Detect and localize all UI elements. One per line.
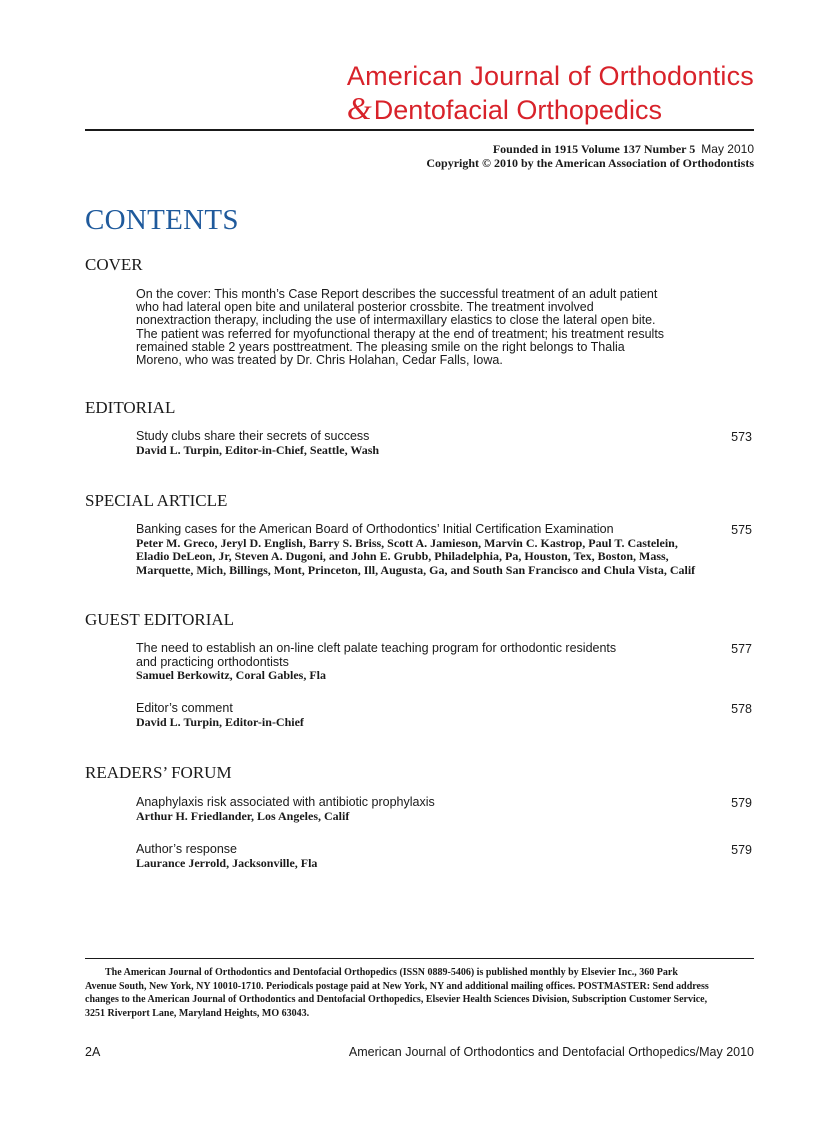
section-heading-guest-editorial: GUEST EDITORIAL (85, 610, 235, 629)
entry-authors: Samuel Berkowitz, Coral Gables, Fla (136, 668, 326, 682)
footnote-line: The American Journal of Orthodontics and Dentofacial Orthopedics (ISSN 0889-5406) is published monthly by Elsevier Inc., 360 Park (105, 967, 678, 978)
toc-entry[interactable] (136, 796, 754, 823)
toc-entry[interactable] (136, 702, 754, 729)
entry-title-line[interactable]: and practicing orthodontists (136, 654, 289, 669)
cover-description (136, 288, 696, 367)
masthead-ampersand: & (346, 90, 372, 126)
cover-line: remained stable 2 years posttreatment. The pleasing smile on the right belongs to Thalia (136, 339, 625, 354)
entry-title[interactable]: Study clubs share their secrets of success (136, 429, 370, 443)
toc-entry[interactable] (136, 523, 754, 577)
section-heading-special-article: SPECIAL ARTICLE (85, 491, 228, 510)
entry-page-number: 579 (731, 796, 752, 810)
entry-page-number: 573 (731, 430, 752, 444)
masthead-line-2 (347, 92, 754, 126)
issue-founded: Founded in 1915 Volume 137 Number 5 (492, 142, 696, 156)
section-heading-editorial: EDITORIAL (85, 398, 176, 417)
contents-title: CONTENTS (85, 204, 239, 236)
masthead-line-2-text: Dentofacial Orthopedics (373, 95, 662, 125)
entry-authors: Arthur H. Friedlander, Los Angeles, Calif (136, 808, 350, 823)
entry-authors: Laurance Jerrold, Jacksonville, Fla (136, 855, 318, 870)
toc-entry[interactable] (136, 430, 754, 457)
entry-page-number: 575 (731, 523, 752, 537)
cover-line: who had lateral open bite and unilateral posterior crossbite. The treatment involved (136, 300, 594, 315)
footnote-rule (85, 958, 754, 959)
entry-page-number: 577 (731, 642, 752, 656)
entry-title[interactable]: Anaphylaxis risk associated with antibiotic prophylaxis (136, 795, 435, 809)
entry-page-number: 578 (731, 702, 752, 716)
footnote-line: 3251 Riverport Lane, Maryland Heights, MO 63043. (85, 1007, 310, 1019)
issue-copyright: Copyright © 2010 by the American Association of Orthodontists (426, 156, 754, 170)
cover-line: On the cover: This month’s Case Report describes the successful treatment of an adult patient (136, 287, 658, 301)
publication-footnote (85, 966, 754, 1020)
cover-line: nonextraction therapy, including the use of intermaxillary elastics to close the lateral open bite. (136, 313, 656, 328)
entry-title-line[interactable]: The need to establish an on-line cleft palate teaching program for orthodontic residents (136, 641, 617, 655)
footnote-line: Avenue South, New York, NY 10010-1710. Periodicals postage paid at New York, NY and additional mailing offices. POSTMASTER: Send address (85, 980, 709, 992)
entry-authors-line: Eladio DeLeon, Jr, Steven A. Dugoni, and John E. Grubb, Philadelphia, Pa, Houston, Tex, Boston, Mass, (136, 549, 669, 563)
journal-masthead (347, 60, 754, 126)
entry-authors-line: Peter M. Greco, Jeryl D. English, Barry S. Briss, Scott A. Jamieson, Marvin C. Kastrop, Paul T. Castelein, (136, 535, 678, 550)
entry-title[interactable]: Author’s response (136, 842, 237, 856)
cover-line: Moreno, who was treated by Dr. Chris Holahan, Cedar Falls, Iowa. (136, 353, 503, 368)
entry-authors: David L. Turpin, Editor-in-Chief, Seattle, Wash (136, 442, 380, 457)
entry-authors-line: Marquette, Mich, Billings, Mont, Princeton, Ill, Augusta, Ga, and South San Francisco and Chula Vista, Calif (136, 562, 696, 577)
entry-authors: David L. Turpin, Editor-in-Chief (136, 714, 304, 729)
entry-title[interactable]: Editor’s comment (136, 701, 233, 715)
section-heading-readers-forum: READERS’ FORUM (85, 763, 232, 782)
footnote-line: changes to the American Journal of Orthodontics and Dentofacial Orthopedics, Elsevier Health Sciences Division, Subscription Customer Service, (85, 994, 708, 1005)
toc-entry[interactable] (136, 843, 754, 870)
entry-page-number: 579 (731, 843, 752, 857)
running-footer-title: American Journal of Orthodontics and Dentofacial Orthopedics/May 2010 (348, 1045, 754, 1059)
issue-date: May 2010 (701, 142, 754, 156)
section-heading-cover: COVER (85, 255, 143, 274)
cover-line: The patient was referred for myofunctional therapy at the end of treatment; his treatment results (136, 326, 665, 341)
masthead-line-1: American Journal of Orthodontics (346, 61, 754, 91)
entry-title[interactable]: Banking cases for the American Board of Orthodontics’ Initial Certification Examination (136, 522, 614, 536)
issue-info (426, 142, 754, 170)
page-folio: 2A (85, 1045, 101, 1059)
masthead-rule (85, 129, 754, 131)
toc-entry[interactable] (136, 642, 754, 683)
